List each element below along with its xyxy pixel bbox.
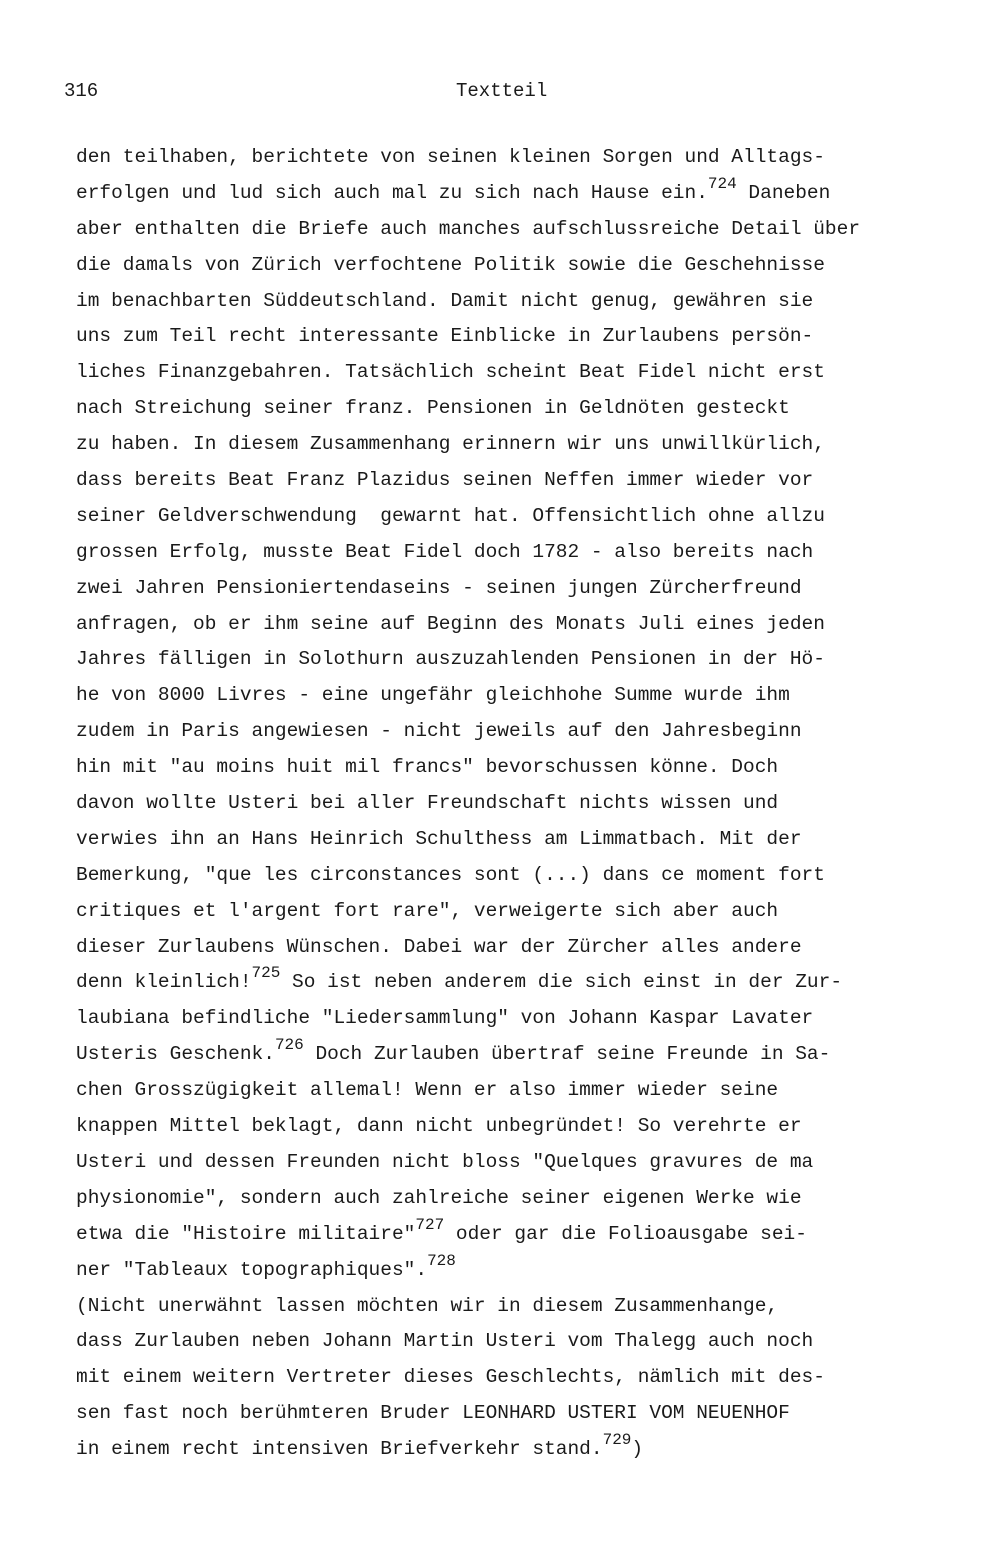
line-text: davon wollte Usteri bei aller Freundschaft nichts wissen und xyxy=(76,792,779,815)
line-text: Bemerkung, "que les circonstances sont (...) dans ce moment fort xyxy=(76,863,825,886)
text-line xyxy=(76,858,976,894)
line-text-continued: So ist neben anderem die sich einst in der Zur- xyxy=(280,971,843,994)
text-line xyxy=(76,1217,976,1253)
line-text-continued: Doch Zurlauben übertraf seine Freunde in Sa- xyxy=(303,1043,831,1066)
text-line xyxy=(76,642,976,678)
text-line xyxy=(76,1360,976,1396)
line-text: anfragen, ob er ihm seine auf Beginn des Monats Juli eines jeden xyxy=(76,612,825,635)
text-line xyxy=(76,571,976,607)
footnote-marker: 727 xyxy=(415,1215,445,1234)
text-line xyxy=(76,750,976,786)
line-text: critiques et l'argent fort rare", verweigerte sich aber auch xyxy=(76,899,779,922)
footnote-marker: 724 xyxy=(707,174,737,193)
text-line xyxy=(76,284,976,320)
line-text: grossen Erfolg, musste Beat Fidel doch 1782 - also bereits nach xyxy=(76,540,814,563)
line-text: dieser Zurlaubens Wünschen. Dabei war der Zürcher alles andere xyxy=(76,935,802,958)
text-line xyxy=(76,1145,976,1181)
line-text: zudem in Paris angewiesen - nicht jeweils auf den Jahresbeginn xyxy=(76,720,802,743)
line-text: in einem recht intensiven Briefverkehr stand. xyxy=(76,1438,603,1461)
text-line xyxy=(76,1109,976,1145)
line-text: Jahres fälligen in Solothurn auszuzahlenden Pensionen in der Hö- xyxy=(76,648,825,671)
line-text: uns zum Teil recht interessante Einblicke in Zurlaubens persön- xyxy=(76,325,814,348)
line-text: den teilhaben, berichtete von seinen kleinen Sorgen und Alltags- xyxy=(76,146,825,168)
line-text: erfolgen und lud sich auch mal zu sich nach Hause ein. xyxy=(76,181,708,204)
text-line xyxy=(76,1324,976,1360)
line-text: (Nicht unerwähnt lassen möchten wir in diesem Zusammenhange, xyxy=(76,1294,779,1317)
line-text: die damals von Zürich verfochtene Politik sowie die Geschehnisse xyxy=(76,253,825,276)
text-line xyxy=(76,1073,976,1109)
line-text: ner "Tableaux topographiques". xyxy=(76,1258,428,1281)
text-line xyxy=(76,714,976,750)
footnote-marker: 726 xyxy=(274,1036,304,1055)
text-line xyxy=(76,391,976,427)
page-header xyxy=(64,76,584,106)
line-text: physionomie", sondern auch zahlreiche seiner eigenen Werke wie xyxy=(76,1186,802,1209)
text-line xyxy=(76,965,976,1001)
text-line xyxy=(76,822,976,858)
line-text: he von 8000 Livres - eine ungefähr gleichhohe Summe wurde ihm xyxy=(76,684,790,707)
line-text: knappen Mittel beklagt, dann nicht unbegründet! So verehrte er xyxy=(76,1115,802,1138)
line-text: denn kleinlich! xyxy=(76,971,252,994)
line-text: im benachbarten Süddeutschland. Damit nicht genug, gewähren sie xyxy=(76,289,814,312)
text-line xyxy=(76,212,976,248)
text-line xyxy=(76,786,976,822)
line-text: zwei Jahren Pensioniertendaseins - seinen jungen Zürcherfreund xyxy=(76,576,802,599)
text-line xyxy=(76,176,976,212)
text-line xyxy=(76,427,976,463)
line-text: dass bereits Beat Franz Plazidus seinen Neffen immer wieder vor xyxy=(76,469,814,492)
line-text: etwa die "Histoire militaire" xyxy=(76,1222,416,1245)
text-line xyxy=(76,1037,976,1073)
footnote-marker: 729 xyxy=(602,1431,632,1450)
line-text: verwies ihn an Hans Heinrich Schulthess am Limmatbach. Mit der xyxy=(76,827,802,850)
footnote-marker: 728 xyxy=(427,1251,456,1270)
page-number: 316 xyxy=(64,80,99,102)
text-line xyxy=(76,678,976,714)
text-line xyxy=(76,1289,976,1325)
text-line xyxy=(76,607,976,643)
line-text: laubiana befindliche "Liedersammlung" von Johann Kaspar Lavater xyxy=(76,1007,814,1030)
text-line xyxy=(76,463,976,499)
footnote-marker: 725 xyxy=(251,964,281,983)
line-text: aber enthalten die Briefe auch manches aufschlussreiche Detail über xyxy=(76,217,861,240)
body-text xyxy=(76,140,976,1468)
line-text-continued: ) xyxy=(631,1438,644,1461)
line-text: dass Zurlauben neben Johann Martin Usteri vom Thalegg auch noch xyxy=(76,1330,814,1353)
text-line xyxy=(76,535,976,571)
text-line xyxy=(76,140,976,176)
line-text: hin mit "au moins huit mil francs" bevorschussen könne. Doch xyxy=(76,756,779,779)
text-line xyxy=(76,1432,976,1468)
text-line xyxy=(76,319,976,355)
line-text: sen fast noch berühmteren Bruder LEONHARD USTERI VOM NEUENHOF xyxy=(76,1402,790,1425)
line-text: zu haben. In diesem Zusammenhang erinnern wir uns unwillkürlich, xyxy=(76,433,825,456)
line-text: chen Grosszügigkeit allemal! Wenn er also immer wieder seine xyxy=(76,1079,779,1102)
text-line xyxy=(76,1001,976,1037)
text-line xyxy=(76,894,976,930)
text-line xyxy=(76,1253,976,1289)
text-line xyxy=(76,248,976,284)
line-text: liches Finanzgebahren. Tatsächlich scheint Beat Fidel nicht erst xyxy=(76,361,825,384)
line-text-continued: oder gar die Folioausgabe sei- xyxy=(444,1222,807,1245)
text-line xyxy=(76,355,976,391)
line-text: Usteris Geschenk. xyxy=(76,1043,275,1066)
text-line xyxy=(76,1396,976,1432)
text-line xyxy=(76,499,976,535)
text-line xyxy=(76,1181,976,1217)
line-text: seiner Geldverschwendung gewarnt hat. Offensichtlich ohne allzu xyxy=(76,504,825,527)
line-text-continued: Daneben xyxy=(736,181,831,204)
text-line xyxy=(76,930,976,966)
line-text: Usteri und dessen Freunden nicht bloss "Quelques gravures de ma xyxy=(76,1150,814,1173)
running-head: Textteil xyxy=(456,80,548,102)
line-text: nach Streichung seiner franz. Pensionen in Geldnöten gesteckt xyxy=(76,397,790,420)
line-text: mit einem weitern Vertreter dieses Geschlechts, nämlich mit des- xyxy=(76,1366,825,1389)
